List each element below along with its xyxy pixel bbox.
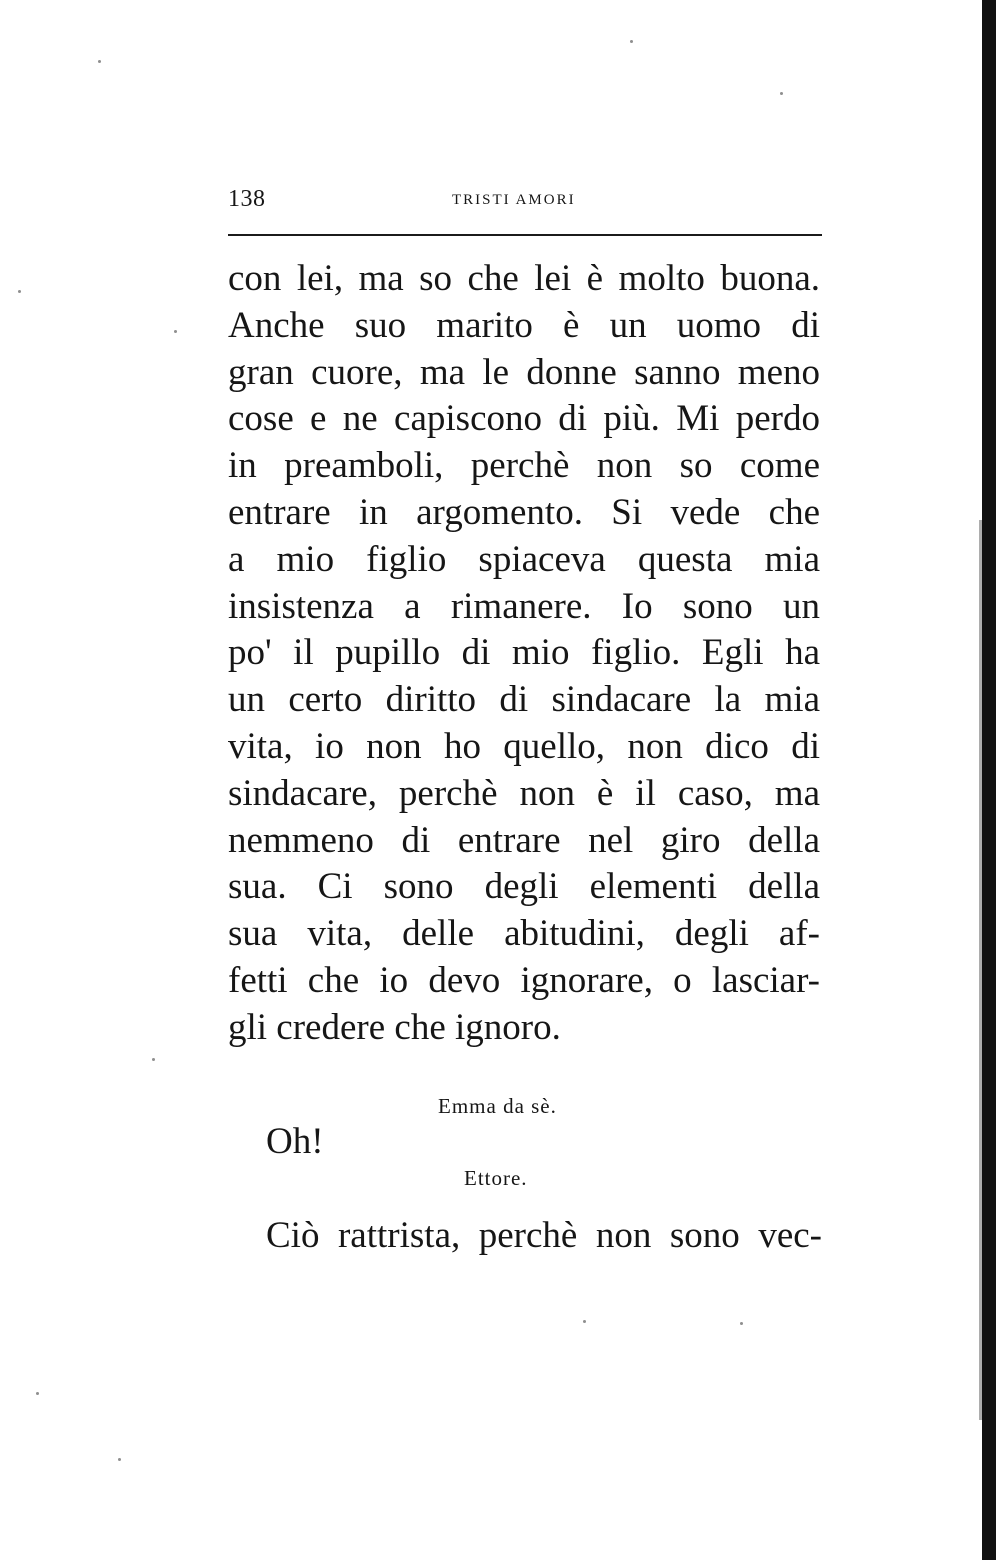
text-line: vita, io non ho quello, non dico di bbox=[228, 725, 820, 767]
speck bbox=[740, 1322, 743, 1325]
text-line: un certo diritto di sindacare la mia bbox=[228, 679, 820, 721]
page-number: 138 bbox=[228, 186, 266, 212]
speech-line: Oh! bbox=[266, 1121, 324, 1162]
speck bbox=[98, 60, 101, 63]
speaker-name: Emma da sè. bbox=[438, 1094, 557, 1118]
text-line: a mio figlio spiaceva questa mia bbox=[228, 538, 820, 580]
speck bbox=[18, 290, 21, 293]
text-line: gran cuore, ma le donne sanno meno bbox=[228, 351, 820, 393]
text-line: insistenza a rimanere. Io sono un bbox=[228, 585, 820, 627]
text-line: sua. Ci sono degli elementi della bbox=[228, 866, 820, 908]
text-line: entrare in argomento. Si vede che bbox=[228, 491, 820, 533]
speck bbox=[583, 1320, 586, 1323]
speck bbox=[780, 92, 783, 95]
speaker-name: Ettore. bbox=[464, 1166, 528, 1190]
speck bbox=[36, 1392, 39, 1395]
page-header bbox=[228, 186, 824, 216]
text-line: cose e ne capiscono di più. Mi perdo bbox=[228, 398, 820, 440]
text-line: nemmeno di entrare nel giro della bbox=[228, 819, 820, 861]
speck bbox=[630, 40, 633, 43]
speck bbox=[152, 1058, 155, 1061]
text-line: sindacare, perchè non è il caso, ma bbox=[228, 772, 820, 814]
body-paragraph bbox=[228, 256, 820, 1052]
header-rule bbox=[228, 234, 822, 236]
text-line: con lei, ma so che lei è molto buona. bbox=[228, 258, 820, 299]
speck bbox=[174, 330, 177, 333]
text-line: Anche suo marito è un uomo di bbox=[228, 304, 820, 346]
scan-edge-shadow bbox=[979, 520, 982, 1420]
text-line: po' il pupillo di mio figlio. Egli ha bbox=[228, 632, 820, 674]
running-title: TRISTI AMORI bbox=[452, 192, 576, 208]
text-line: gli credere che ignoro. bbox=[228, 1006, 561, 1048]
speech-line: Ciò rattrista, perchè non sono vec- bbox=[266, 1215, 822, 1256]
text-line: in preamboli, perchè non so come bbox=[228, 445, 820, 487]
text-line: fetti che io devo ignorare, o lasciar- bbox=[228, 959, 820, 1001]
text-line: sua vita, delle abitudini, degli af- bbox=[228, 913, 820, 955]
speck bbox=[118, 1458, 121, 1461]
scan-edge bbox=[982, 0, 996, 1560]
